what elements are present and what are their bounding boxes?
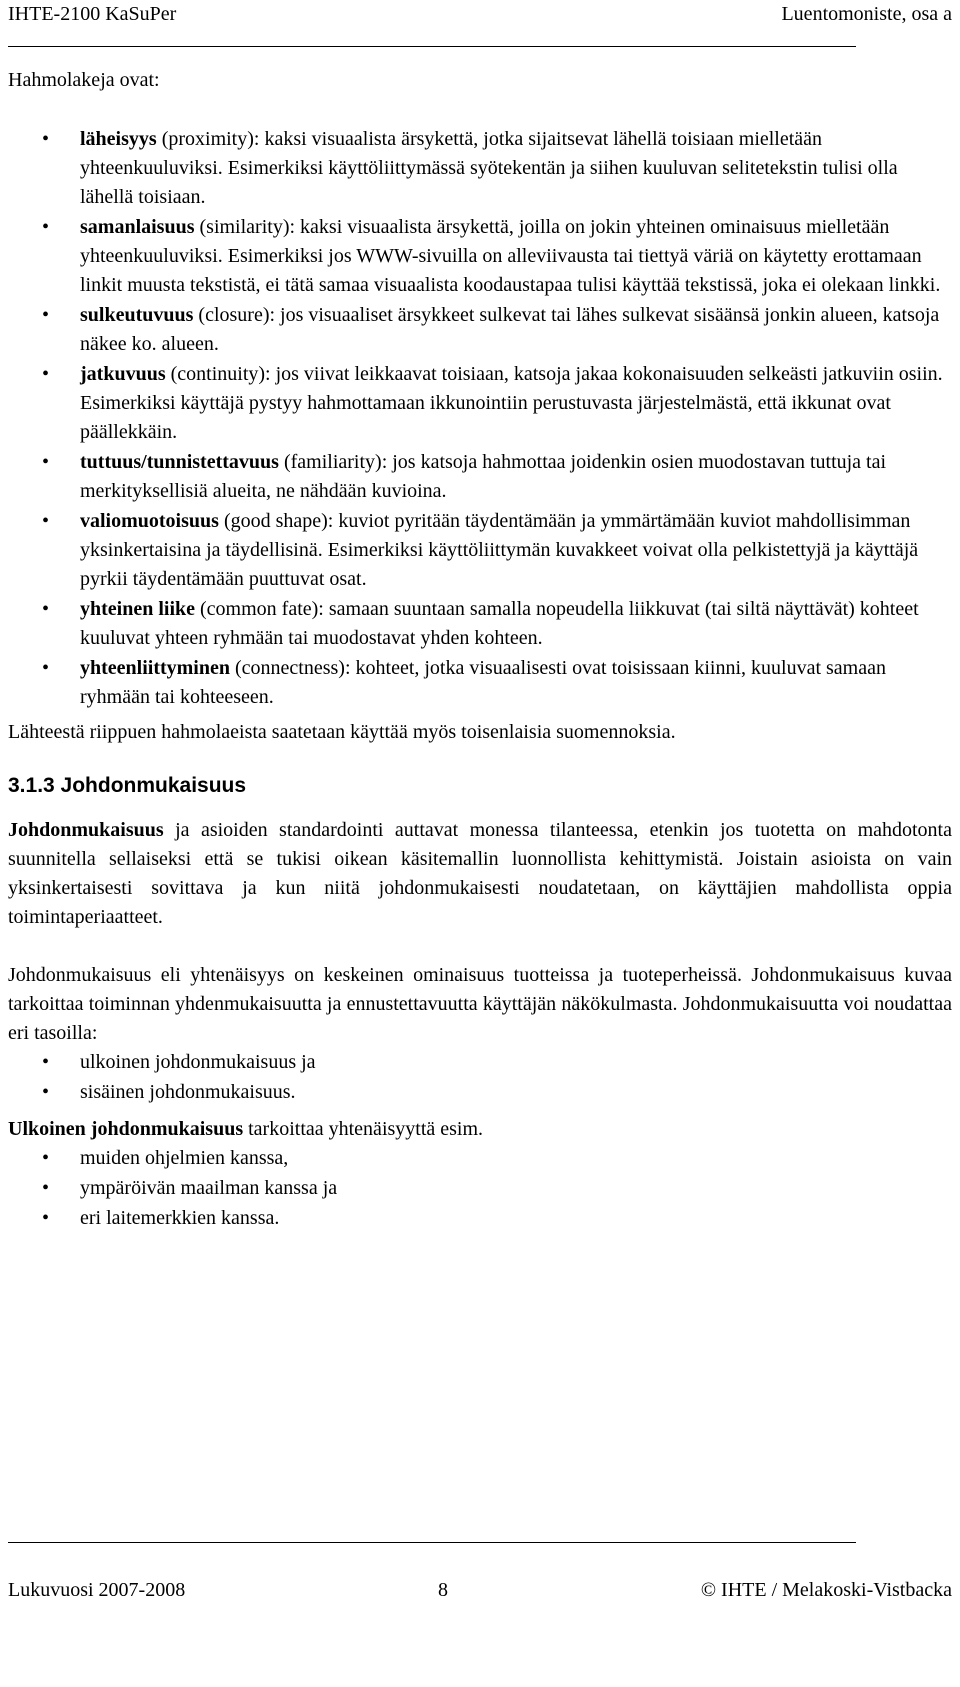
law-term: samanlaisuus xyxy=(80,216,195,238)
list-item xyxy=(8,654,952,712)
bullet-icon: • xyxy=(42,1051,50,1073)
paragraph-text: tarkoittaa yhtenäisyyttä esim. xyxy=(243,1118,484,1140)
list-item xyxy=(8,125,952,212)
list-item-text: ympäröivän maailman kanssa ja xyxy=(80,1177,338,1199)
paragraph-consistency xyxy=(8,816,952,932)
law-term: tuttuus/tunnistettavuus xyxy=(80,451,279,473)
law-description: (similarity): kaksi visuaalista ärsykettä, joilla on jokin yhteinen ominaisuus mielletään yhteenkuuluviksi. Esimerkiksi jos WWW-sivuilla on alleviivausta tai tiettyä väriä on käytetty erottamaan linkit muusta tekstistä, ei tätä samaa visuaalista koodaustapaa tulisi käyttää tekstissä, joka ei olekaan linkki. xyxy=(80,216,941,296)
paragraph-levels: Johdonmukaisuus eli yhtenäisyys on keskeinen ominaisuus tuotteissa ja tuoteperheissä. Johdonmukaisuus kuvaa tarkoittaa toiminnan yhdenmukaisuutta ja ennustettavuutta käyttäjän näkökulmasta. Johdonmukaisuutta voi noudattaa eri tasoilla: xyxy=(8,964,952,1044)
law-description: (closure): jos visuaaliset ärsykkeet sulkevat tai lähes sulkevat sisäänsä jonkin alueen, katsoja näkee ko. alueen. xyxy=(80,304,940,355)
law-description: (continuity): jos viivat leikkaavat toisiaan, katsoja jakaa kokonaisuuden selkeästi jatkuviin osiin. Esimerkiksi käyttäjä pystyy hahmottamaan ikkunointiin perustuvasta järjestelmästä, että ikkunat ovat päällekkäin. xyxy=(80,363,943,443)
header-rule xyxy=(8,46,856,47)
list-item-text: sisäinen johdonmukaisuus. xyxy=(80,1081,296,1103)
intro-text: Hahmolakeja ovat: xyxy=(8,69,160,91)
list-item-text: muiden ohjelmien kanssa, xyxy=(80,1147,289,1169)
list-item xyxy=(8,301,952,359)
list-item-text: ulkoinen johdonmukaisuus ja xyxy=(80,1051,316,1073)
law-description: (proximity): kaksi visuaalista ärsykettä, jotka sijaitsevat lähellä toisiaan mielletään yhteenkuuluviksi. Esimerkiksi käyttöliittymässä syötekentän ja siihen kuuluvan selitetekstin tulisi olla lähellä toisiaan. xyxy=(80,128,898,208)
list-item xyxy=(8,507,952,594)
list-item xyxy=(8,1174,952,1203)
paragraph-text: ja asioiden standardointi auttavat monessa tilanteessa, etenkin jos tuotetta on mahdotonta suunnitella sellaiseksi että se tukisi oikean käsitemallin luonnollista kehittymistä. Joistain asioista on vain yksinkertaisesti sovittava ja kun niitä johdonmukaisesti noudatetaan, on käyttäjien mahdollista oppia toimintaperiaatteet. xyxy=(8,819,952,928)
bullet-icon: • xyxy=(42,1207,50,1229)
bullet-icon: • xyxy=(42,598,50,620)
copyright: © IHTE / Melakoski-Vistbacka xyxy=(700,1579,952,1601)
page-footer xyxy=(8,1576,952,1606)
gestalt-law-list xyxy=(8,125,952,712)
bullet-icon: • xyxy=(42,1177,50,1199)
list-item xyxy=(8,1078,952,1107)
law-term: läheisyys xyxy=(80,128,157,150)
sources-note: Lähteestä riippuen hahmolaeista saatetaan käyttää myös toisenlaisia suomennoksia. xyxy=(8,721,676,743)
list-item xyxy=(8,448,952,506)
list-item-text: eri laitemerkkien kanssa. xyxy=(80,1207,280,1229)
document-title: Luentomoniste, osa a xyxy=(781,3,952,25)
bullet-icon: • xyxy=(42,1147,50,1169)
bullet-icon: • xyxy=(42,128,50,150)
bullet-icon: • xyxy=(42,304,50,326)
page-header xyxy=(8,0,952,30)
page-number: 8 xyxy=(438,1579,448,1601)
paragraph-term: Ulkoinen johdonmukaisuus xyxy=(8,1118,244,1140)
law-term: yhteenliittyminen xyxy=(80,657,230,679)
paragraph-external xyxy=(8,1115,952,1144)
list-item xyxy=(8,1144,952,1173)
paragraph-gap xyxy=(8,932,952,961)
main-content xyxy=(8,66,952,1234)
academic-year: Lukuvuosi 2007-2008 xyxy=(8,1579,186,1601)
section-heading: 3.1.3 Johdonmukaisuus xyxy=(8,774,247,797)
list-item xyxy=(8,1048,952,1077)
law-term: valiomuotoisuus xyxy=(80,510,219,532)
law-term: yhteinen liike xyxy=(80,598,196,620)
bullet-icon: • xyxy=(42,510,50,532)
list-item xyxy=(8,1204,952,1233)
law-term: jatkuvuus xyxy=(80,363,166,385)
bullet-icon: • xyxy=(42,657,50,679)
list-item xyxy=(8,213,952,300)
external-consistency-list xyxy=(8,1144,952,1233)
bullet-icon: • xyxy=(42,1081,50,1103)
consistency-levels-list xyxy=(8,1048,952,1107)
course-code: IHTE-2100 KaSuPer xyxy=(8,3,177,25)
paragraph-term: Johdonmukaisuus xyxy=(8,819,164,841)
bullet-icon: • xyxy=(42,216,50,238)
law-description: (connectness): kohteet, jotka visuaalisesti ovat toisissaan kiinni, kuuluvat samaan ryhmään tai kohteeseen. xyxy=(80,657,886,708)
list-item xyxy=(8,360,952,447)
list-item xyxy=(8,595,952,653)
law-description: (good shape): kuviot pyritään täydentämään ja ymmärtämään kuviot mahdollisimman yksinkertaisina ja täydellisinä. Esimerkiksi käyttöliittymän kuvakkeet voivat olla pelkistettyjä ja käyttäjä pyrkii täydentämään puuttuvat osat. xyxy=(80,510,919,590)
bullet-icon: • xyxy=(42,363,50,385)
law-description: (common fate): samaan suuntaan samalla nopeudella liikkuvat (tai siltä näyttävät) kohteet kuuluvat yhteen ryhmään tai muodostavat yhden kohteen. xyxy=(80,598,919,649)
law-term: sulkeutuvuus xyxy=(80,304,194,326)
footer-rule xyxy=(8,1542,856,1543)
bullet-icon: • xyxy=(42,451,50,473)
law-description: (familiarity): jos katsoja hahmottaa joidenkin osien muodostavan tuttuja tai merkityksellisiä alueita, ne nähdään kuvioina. xyxy=(80,451,887,502)
